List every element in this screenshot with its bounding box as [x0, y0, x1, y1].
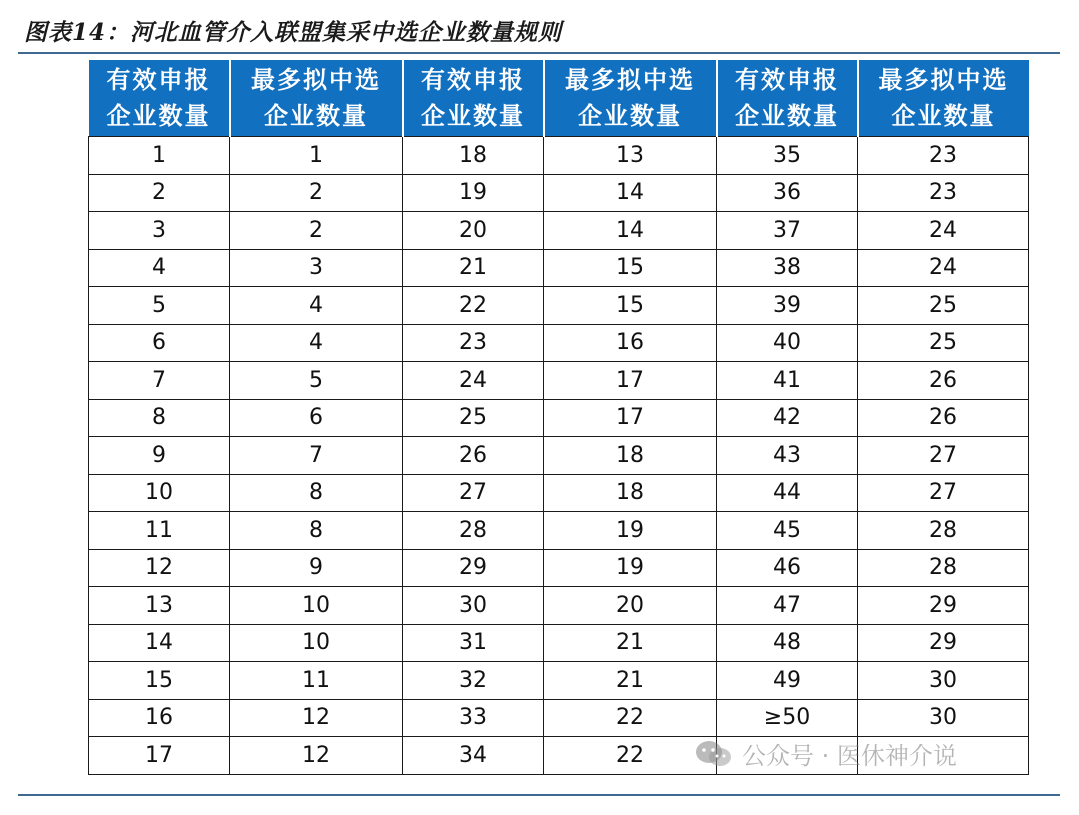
table-cell: 22: [403, 287, 544, 325]
table-cell: 27: [403, 474, 544, 512]
table-cell: 28: [858, 549, 1029, 587]
header-line: 最多拟中选: [251, 65, 381, 94]
table-cell: 20: [403, 212, 544, 250]
header-line: 企业数量: [735, 101, 839, 130]
table-cell: 42: [717, 399, 858, 437]
table-cell: 13: [89, 587, 230, 625]
table-cell: 47: [717, 587, 858, 625]
table-cell: 9: [89, 437, 230, 475]
table-cell: 18: [544, 474, 717, 512]
table-cell: 26: [858, 399, 1029, 437]
table-cell: 3: [89, 212, 230, 250]
table-cell: 17: [544, 399, 717, 437]
table-cell: 28: [858, 512, 1029, 550]
table-cell: 29: [403, 549, 544, 587]
header-line: 有效申报: [106, 65, 211, 94]
table-cell: 8: [230, 512, 403, 550]
table-cell: 15: [544, 249, 717, 287]
table-cell: 38: [717, 249, 858, 287]
table-cell: 29: [858, 587, 1029, 625]
header-line: 企业数量: [264, 101, 368, 130]
table-cell: 18: [544, 437, 717, 475]
header-line: 企业数量: [106, 101, 211, 130]
selection-rules-table: [88, 60, 1029, 775]
table-cell: 19: [544, 549, 717, 587]
table-cell: 7: [89, 362, 230, 400]
table-row: [89, 624, 1029, 662]
table-cell: 22: [544, 737, 717, 775]
table-cell: 33: [403, 699, 544, 737]
table-cell: ≥50: [717, 699, 858, 737]
table-cell: 23: [403, 324, 544, 362]
table-cell: 35: [717, 137, 858, 175]
table-cell: 25: [858, 324, 1029, 362]
table-cell: 21: [403, 249, 544, 287]
table-row: [89, 662, 1029, 700]
table-cell: 23: [858, 174, 1029, 212]
table-cell: 17: [544, 362, 717, 400]
header-cell: [858, 60, 1029, 137]
table-row: [89, 287, 1029, 325]
table-cell: 43: [717, 437, 858, 475]
table-cell: 34: [403, 737, 544, 775]
table-cell: 6: [230, 399, 403, 437]
table-cell: 28: [403, 512, 544, 550]
header-line: 最多拟中选: [878, 65, 1009, 94]
table-cell: 15: [89, 662, 230, 700]
table-cell: 21: [544, 662, 717, 700]
table-row: [89, 437, 1029, 475]
table-cell: 24: [858, 249, 1029, 287]
bottom-rule: [18, 794, 1060, 796]
header-line: 企业数量: [421, 101, 525, 130]
table-cell: 18: [403, 137, 544, 175]
table-cell: 23: [858, 137, 1029, 175]
table-cell: 44: [717, 474, 858, 512]
table-cell: [717, 737, 858, 775]
table-cell: 25: [403, 399, 544, 437]
table-cell: 14: [89, 624, 230, 662]
table-cell: 19: [544, 512, 717, 550]
header-line: 最多拟中选: [565, 65, 695, 94]
watermark-text: 公众号 · 医休神介说: [742, 742, 957, 770]
table-row: [89, 362, 1029, 400]
table-cell: 27: [858, 437, 1029, 475]
table-cell: 30: [858, 662, 1029, 700]
table-cell: 8: [230, 474, 403, 512]
table-cell: 2: [89, 174, 230, 212]
table-cell: 31: [403, 624, 544, 662]
table-cell: 8: [89, 399, 230, 437]
table-cell: 12: [230, 737, 403, 775]
table-row: [89, 737, 1029, 775]
header-line: 企业数量: [891, 101, 996, 130]
table-cell: 30: [403, 587, 544, 625]
table-cell: [858, 737, 1029, 775]
header-cell: [717, 60, 858, 137]
table-cell: 6: [89, 324, 230, 362]
table-cell: 17: [89, 737, 230, 775]
table-cell: 2: [230, 174, 403, 212]
table-cell: 16: [89, 699, 230, 737]
header-cell: [544, 60, 717, 137]
header-cell: [89, 60, 230, 137]
table-row: [89, 137, 1029, 175]
table-cell: 22: [544, 699, 717, 737]
table-row: [89, 174, 1029, 212]
header-row: [89, 60, 1029, 137]
table-cell: 39: [717, 287, 858, 325]
table-row: [89, 549, 1029, 587]
table-cell: 26: [858, 362, 1029, 400]
table-cell: 4: [89, 249, 230, 287]
table-cell: 3: [230, 249, 403, 287]
table-cell: 13: [544, 137, 717, 175]
table-cell: 27: [858, 474, 1029, 512]
header-cell: [230, 60, 403, 137]
table-cell: 32: [403, 662, 544, 700]
table-cell: 10: [230, 624, 403, 662]
table-cell: 37: [717, 212, 858, 250]
table-cell: 25: [858, 287, 1029, 325]
table-row: [89, 399, 1029, 437]
table-row: [89, 699, 1029, 737]
table-row: [89, 249, 1029, 287]
table-cell: 16: [544, 324, 717, 362]
table-cell: 5: [230, 362, 403, 400]
table-cell: 24: [403, 362, 544, 400]
table-cell: 36: [717, 174, 858, 212]
table-cell: 40: [717, 324, 858, 362]
header-line: 企业数量: [578, 101, 682, 130]
top-rule: [18, 52, 1060, 54]
table-cell: 45: [717, 512, 858, 550]
table-cell: 2: [230, 212, 403, 250]
table-row: [89, 587, 1029, 625]
table-cell: 49: [717, 662, 858, 700]
table-body: [89, 137, 1029, 775]
table-cell: 41: [717, 362, 858, 400]
header-cell: [403, 60, 544, 137]
table-cell: 14: [544, 174, 717, 212]
table-cell: 19: [403, 174, 544, 212]
table-row: [89, 512, 1029, 550]
table-cell: 24: [858, 212, 1029, 250]
table-cell: 11: [230, 662, 403, 700]
table-cell: 12: [89, 549, 230, 587]
table-row: [89, 212, 1029, 250]
table-cell: 10: [230, 587, 403, 625]
table-cell: 12: [230, 699, 403, 737]
table-row: [89, 324, 1029, 362]
table-cell: 4: [230, 324, 403, 362]
table-cell: 1: [230, 137, 403, 175]
table-cell: 30: [858, 699, 1029, 737]
table-cell: 5: [89, 287, 230, 325]
figure-title: 图表14：河北血管介入联盟集采中选企业数量规则: [24, 19, 563, 46]
table-cell: 1: [89, 137, 230, 175]
table-cell: 4: [230, 287, 403, 325]
header-line: 有效申报: [421, 65, 525, 94]
table-cell: 48: [717, 624, 858, 662]
table-cell: 11: [89, 512, 230, 550]
table-cell: 29: [858, 624, 1029, 662]
table-cell: 9: [230, 549, 403, 587]
table-cell: 21: [544, 624, 717, 662]
table-cell: 20: [544, 587, 717, 625]
table-cell: 46: [717, 549, 858, 587]
table-cell: 14: [544, 212, 717, 250]
header-line: 有效申报: [735, 65, 839, 94]
table-cell: 15: [544, 287, 717, 325]
table-row: [89, 474, 1029, 512]
table-cell: 7: [230, 437, 403, 475]
table-cell: 26: [403, 437, 544, 475]
table-cell: 10: [89, 474, 230, 512]
